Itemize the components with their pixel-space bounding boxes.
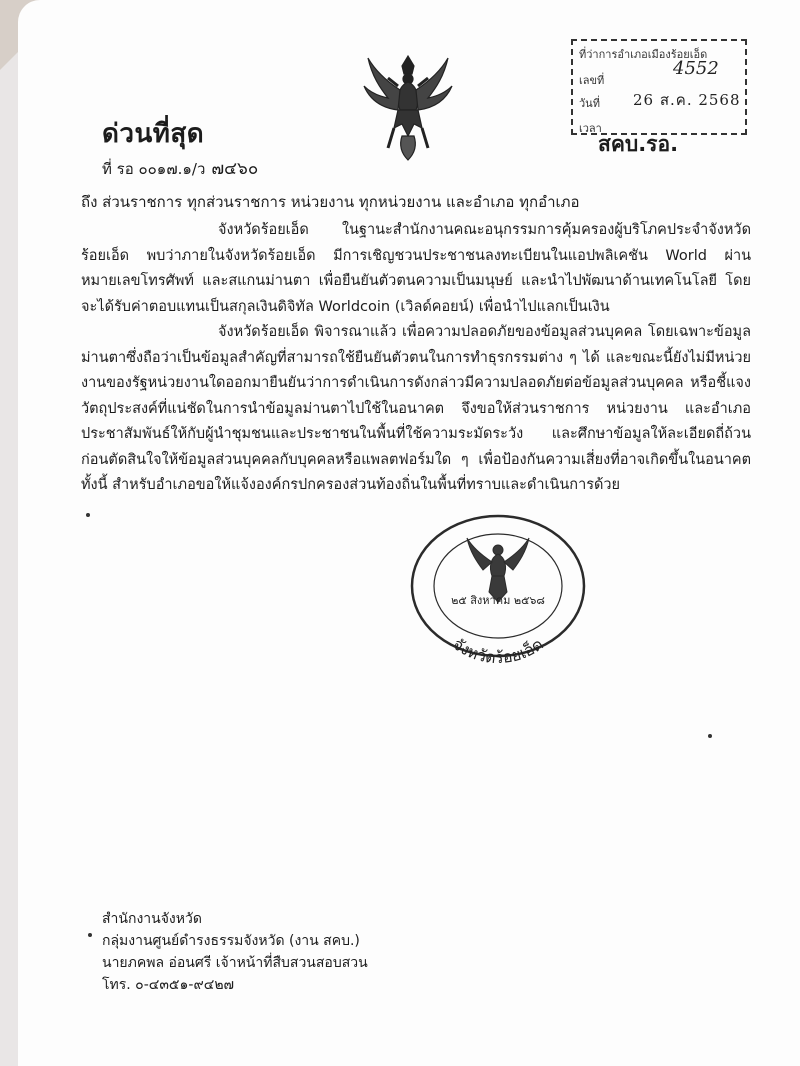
sender-phone: โทร. ๐-๔๓๕๑-๙๔๒๗ (102, 977, 235, 993)
seal-date: ๒๕ สิงหาคม ๒๕๖๘ (451, 594, 545, 607)
recipient-line: ถึง ส่วนราชการ ทุกส่วนราชการ หน่วยงาน ทุกหน่วยงาน และอำเภอ ทุกอำเภอ (81, 193, 580, 211)
sender-division: กลุ่มงานศูนย์ดำรงธรรมจังหวัด (งาน สคบ.) (102, 933, 360, 949)
receipt-number-handwritten: 4552 (673, 58, 719, 79)
scan-speck (708, 734, 712, 738)
receipt-stamp (571, 39, 747, 135)
sender-office: สำนักงานจังหวัด (102, 911, 202, 927)
document-number (102, 155, 258, 182)
receipt-number-label: เลขที่ (579, 74, 605, 87)
body-paragraph-1-text: จังหวัดร้อยเอ็ด ในฐานะสำนักงานคณะอนุกรรมการคุ้มครองผู้บริโภคประจำจังหวัดร้อยเอ็ด พบว่าภายในจังหวัดร้อยเอ็ด มีการเชิญชวนประชาชนลงทะเบียนในแอปพลิเคชัน World ผ่านหมายเลขโทรศัพท์ และสแกนม่านตา เพื่อยืนยันตัวตนความเป็นมนุษย์ และนำไปพัฒนาด้านเทคโนโลยี โดยจะได้รับค่าตอบแทนเป็นสกุลเงินดิจิทัล Worldcoin (เวิลด์คอยน์) เพื่อนำไปแลกเป็นเงิน (81, 222, 751, 315)
official-letter (18, 0, 800, 1066)
scan-speck (86, 513, 90, 517)
document-number-handwritten: ๗๔๖๐ (211, 159, 259, 179)
document-number-prefix: ที่ รอ ๐๐๑๗.๑/ว (102, 160, 206, 178)
sender-contact-block (102, 908, 368, 996)
body-paragraph-1 (81, 218, 751, 320)
scan-speck (88, 933, 92, 937)
seal-ring-text: จังหวัดร้อยเอ็ด (449, 634, 547, 664)
receipt-date-label: วันที่ (579, 97, 600, 110)
body-paragraph-2 (81, 320, 751, 499)
provincial-seal (403, 512, 593, 664)
department-stamp: สคบ.รอ. (598, 132, 679, 156)
garuda-emblem-icon (358, 52, 458, 164)
body-paragraph-2-text: จังหวัดร้อยเอ็ด พิจารณาแล้ว เพื่อความปลอดภัยของข้อมูลส่วนบุคคล โดยเฉพาะข้อมูลม่านตาซึ่งถือว่าเป็นข้อมูลสำคัญที่สามารถใช้ยืนยันตัวตนในการทำธุรกรรมต่าง ๆ ได้ และขณะนี้ยังไม่มีหน่วยงานของรัฐหน่วยงานใดออกมายืนยันว่าการดำเนินการดังกล่าวมีความปลอดภัยต่อข้อมูลส่วนบุคคล หรือชี้แจงวัตถุประสงค์ที่แน่ชัดในการนำข้อมูลม่านตาไปใช้ในอนาคต จึงขอให้ส่วนราชการ หน่วยงาน และอำเภอ ประชาสัมพันธ์ให้กับผู้นำชุมชนและประชาชนในพื้นที่ใช้ความระมัดระวัง และศึกษาข้อมูลให้ละเอียดถี่ถ้วน ก่อนตัดสินใจให้ข้อมูลส่วนบุคคลกับบุคคลหรือแพลตฟอร์มใด ๆ เพื่อป้องกันความเสี่ยงที่อาจเกิดขึ้นในอนาคต ทั้งนี้ สำหรับอำเภอขอให้แจ้งองค์กรปกครองส่วนท้องถิ่นในพื้นที่ทราบและดำเนินการด้วย (81, 324, 751, 493)
receipt-office: ที่ว่าการอำเภอเมืองร้อยเอ็ด (579, 48, 708, 61)
sender-officer: นายภคพล อ่อนศรี เจ้าหน้าที่สืบสวนสอบสวน (102, 955, 368, 971)
receipt-time-label: เวลา (579, 122, 602, 135)
receipt-date-value: 26 ส.ค. 2568 (633, 91, 741, 109)
urgency-label: ด่วนที่สุด (102, 119, 205, 149)
